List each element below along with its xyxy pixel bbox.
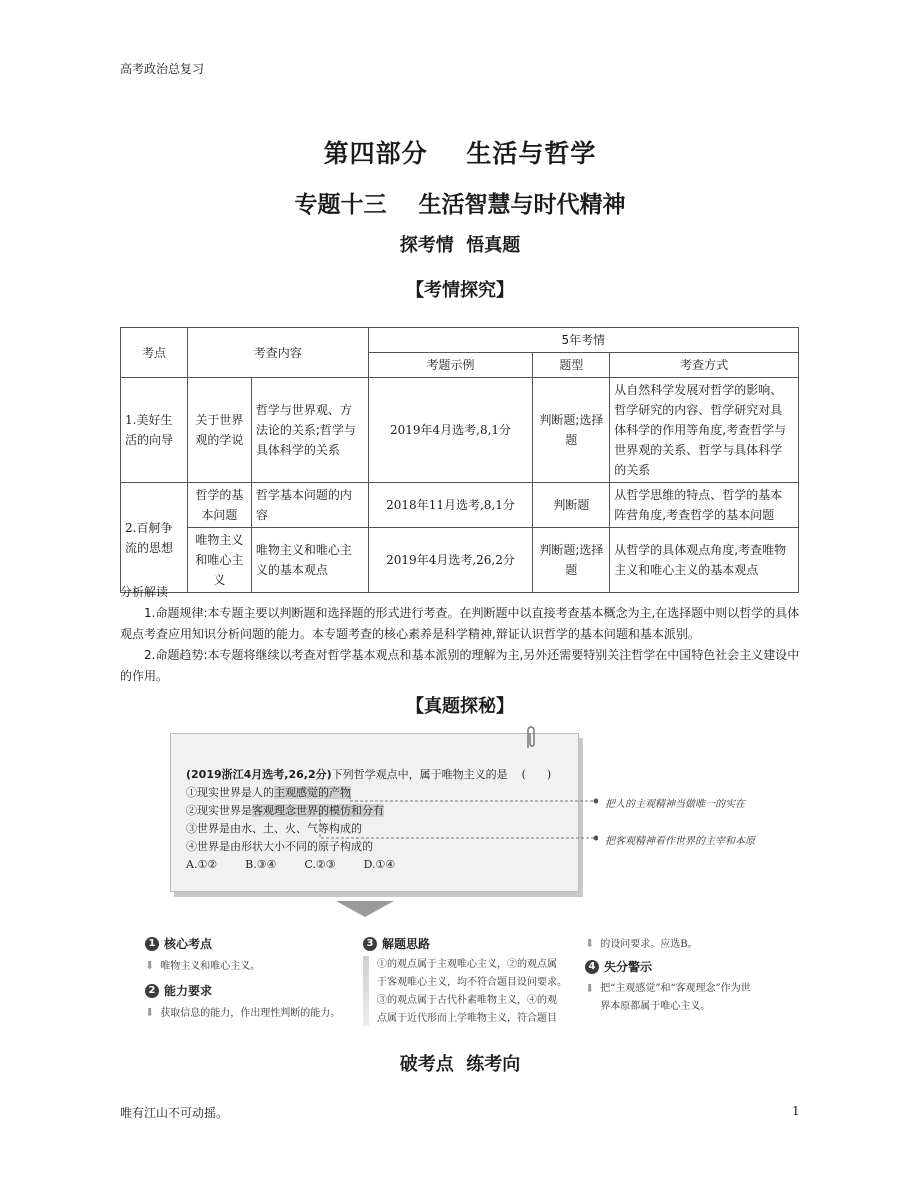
cell-subpoint: 哲学的基本问题: [187, 483, 251, 528]
th-method: 考查方式: [610, 353, 799, 378]
th-type: 题型: [533, 353, 610, 378]
panel-heading: 解题思路: [382, 937, 431, 951]
th-content: 考查内容: [187, 328, 368, 378]
exam-info-table: [120, 327, 799, 593]
cell-subpoint: 关于世界观的学说: [187, 378, 251, 483]
bottom-title: 破考点 练考向: [399, 1054, 521, 1075]
page-number: 1: [792, 1104, 800, 1118]
option-3-text: ③世界是由水、土、火、气等构成的: [186, 822, 362, 835]
progress-bar-decoration: [363, 956, 369, 1026]
cell-content: 哲学基本问题的内容: [251, 483, 368, 528]
panel-text: 把“主观感觉”和“客观理念”作为世: [600, 983, 751, 994]
panel-heading: 能力要求: [164, 984, 213, 998]
panel-core-points: [145, 935, 350, 1023]
down-arrow-icon: ⬇: [585, 982, 595, 995]
panel-text: 于客观唯心主义，均不符合题目设问要求。: [377, 977, 567, 988]
down-arrow-icon: ⬇: [585, 937, 595, 950]
th-example: 考题示例: [368, 353, 533, 378]
part-title: 第四部分 生活与哲学: [323, 139, 597, 168]
cell-method: 从哲学思维的特点、哲学的基本阵营角度,考查哲学的基本问题: [610, 483, 799, 528]
answer-choices: A.①② B.③④ C.②③ D.①④: [186, 858, 396, 871]
panel-text: 点属于近代形而上学唯物主义，符合题目: [377, 1013, 557, 1024]
topic-title: 专题十三 生活智慧与时代精神: [294, 192, 626, 218]
panel-heading: 核心考点: [164, 937, 213, 951]
question-paren: ( ): [521, 768, 552, 781]
option-1-highlight: 主观感觉的产物: [274, 786, 351, 799]
cell-method: 从自然科学发展对哲学的影响、哲学研究的内容、哲学研究对具体科学的作用等角度,考查哲学与世界观的关系、哲学与具体科学的关系: [610, 378, 799, 483]
number-badge: 4: [585, 960, 599, 974]
cell-content: 唯物主义和唯心主义的基本观点: [251, 528, 368, 593]
analysis-paragraph: 1.命题规律:本专题主要以判断题和选择题的形式进行考查。在判断题中以直接考查基本概念为主,在选择题中则以哲学的具体观点考查应用知识分析问题的能力。本专题考查的核心素养是科学精神,辩证认识哲学的基本问题和基本派别。: [120, 606, 800, 641]
down-arrow-icon: ⬇: [145, 1006, 155, 1019]
cell-method: 从哲学的具体观点角度,考查唯物主义和唯心主义的基本观点: [610, 528, 799, 593]
panel-text: 获取信息的能力，作出理性判断的能力。: [160, 1008, 341, 1019]
panel-text: 的设问要求。应选B。: [600, 939, 698, 950]
cell-point: 1.美好生活的向导: [121, 378, 188, 483]
analysis-section: [120, 582, 800, 687]
annotation-note: 把客观精神看作世界的主宰和本原: [605, 836, 755, 847]
page-header: 高考政治总复习: [120, 62, 205, 76]
down-arrow-icon: [336, 901, 394, 917]
cell-point: 2.百舸争流的思想: [121, 483, 188, 593]
panel-text: ①的观点属于主观唯心主义，②的观点属: [377, 959, 557, 970]
section-title-real-exam: 【真题探秘】: [406, 696, 514, 717]
cell-type: 判断题;选择题: [533, 528, 610, 593]
panel-text: 界本原都属于唯心主义。: [600, 1001, 711, 1012]
option-2-highlight: 客观理念世界的模仿和分有: [252, 804, 384, 817]
option-1-text: ①现实世界是人的: [186, 786, 274, 799]
number-badge: 2: [145, 984, 159, 998]
panel-heading: 失分警示: [604, 960, 653, 974]
annotation-connectors: [318, 790, 598, 850]
option-2-text: ②现实世界是: [186, 804, 252, 817]
number-badge: 1: [145, 937, 159, 951]
cell-subpoint: 唯物主义和唯心主义: [187, 528, 251, 593]
section-title-exam-info: 【考情探究】: [406, 280, 514, 301]
sub-title: 探考情 悟真题: [399, 235, 521, 256]
down-arrow-icon: ⬇: [145, 959, 155, 972]
number-badge: 3: [363, 937, 377, 951]
th-point: 考点: [121, 328, 188, 378]
panel-text: 唯物主义和唯心主义。: [160, 961, 261, 972]
panel-solution: [363, 935, 588, 1028]
th-five-years: 5年考情: [368, 328, 798, 353]
panel-warning: [585, 935, 785, 1016]
option-4-text: ④世界是由形状大小不同的原子构成的: [186, 840, 373, 853]
question-stem: 下列哲学观点中，属于唯物主义的是: [331, 768, 508, 781]
paperclip-icon: [523, 724, 539, 752]
cell-type: 判断题;选择题: [533, 378, 610, 483]
annotation-note: 把人的主观精神当做唯一的实在: [605, 799, 745, 810]
page-footer: 唯有江山不可动摇。: [120, 1106, 229, 1120]
analysis-paragraph: 2.命题趋势:本专题将继续以考查对哲学基本观点和基本派别的理解为主,另外还需要特别关注哲学在中国特色社会主义建设中的作用。: [120, 648, 800, 683]
cell-example: 2019年4月选考,26,2分: [368, 528, 533, 593]
panel-text: ③的观点属于古代朴素唯物主义，④的观: [377, 995, 557, 1006]
cell-example: 2018年11月选考,8,1分: [368, 483, 533, 528]
cell-content: 哲学与世界观、方法论的关系;哲学与具体科学的关系: [251, 378, 368, 483]
cell-example: 2019年4月选考,8,1分: [368, 378, 533, 483]
cell-type: 判断题: [533, 483, 610, 528]
analysis-label: 分析解读: [120, 585, 169, 599]
question-source: (2019浙江4月选考,26,2分): [186, 768, 332, 781]
